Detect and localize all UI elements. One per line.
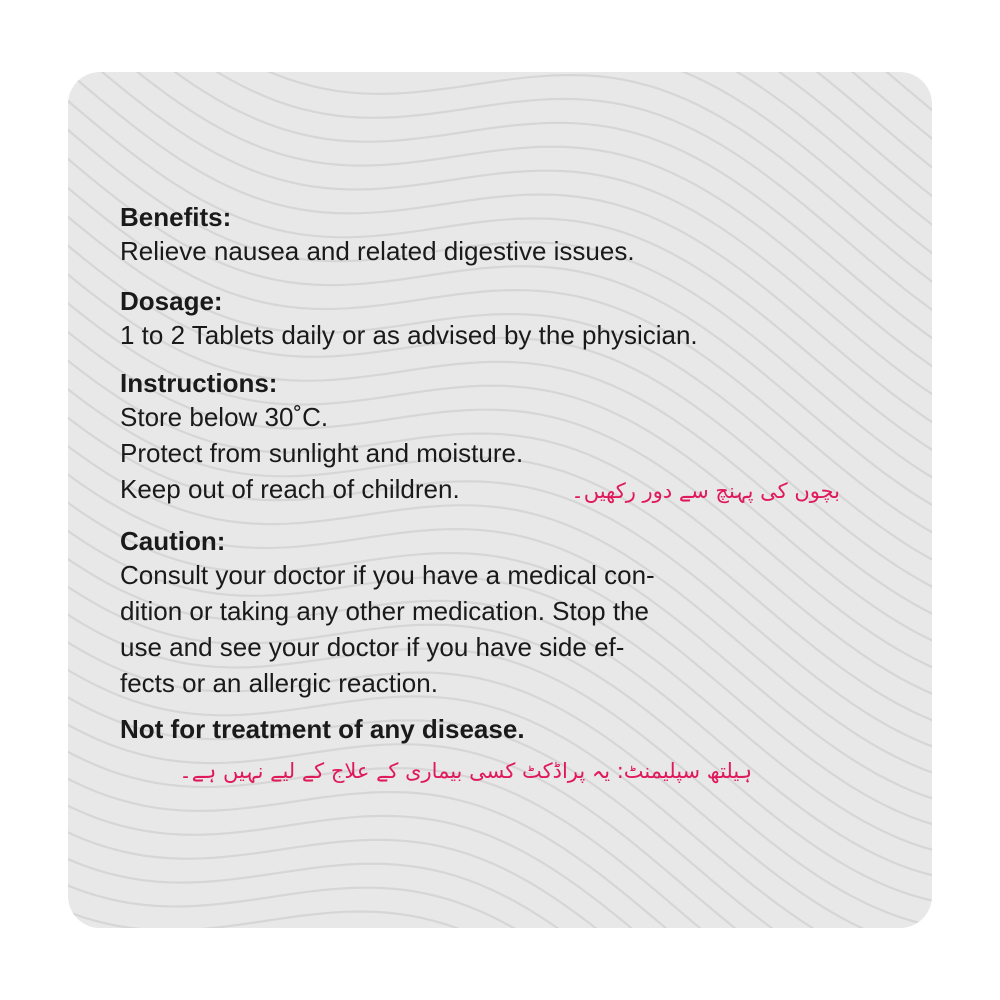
instructions-line-protect: Protect from sunlight and moisture. <box>120 438 524 468</box>
caution-line-3: use and see your doctor if you have side ef- <box>120 632 625 662</box>
caution-heading: Caution: <box>120 526 226 556</box>
caution-line-4: fects or an allergic reaction. <box>120 668 438 698</box>
instructions-line-storage: Store below 30˚C. <box>120 402 329 432</box>
info-card <box>68 72 932 928</box>
product-info-text <box>68 72 932 928</box>
disclaimer-urdu-note: ہیلتھ سپلیمنٹ: یہ پراڈکٹ کسی بیماری کے علاج کے لیے نہیں ہے۔ <box>179 759 752 783</box>
dosage-text: 1 to 2 Tablets daily or as advised by the physician. <box>120 320 698 350</box>
caution-line-1: Consult your doctor if you have a medical con- <box>120 560 655 590</box>
dosage-heading: Dosage: <box>120 286 223 316</box>
benefits-heading: Benefits: <box>120 202 232 232</box>
instructions-urdu-note: بچوں کی پہنچ سے دور رکھیں۔ <box>571 479 840 503</box>
benefits-text: Relieve nausea and related digestive issues. <box>120 236 635 266</box>
instructions-heading: Instructions: <box>120 368 278 398</box>
disclaimer-text: Not for treatment of any disease. <box>120 714 525 744</box>
instructions-line-children: Keep out of reach of children. <box>120 474 460 504</box>
caution-line-2: dition or taking any other medication. Stop the <box>120 596 649 626</box>
